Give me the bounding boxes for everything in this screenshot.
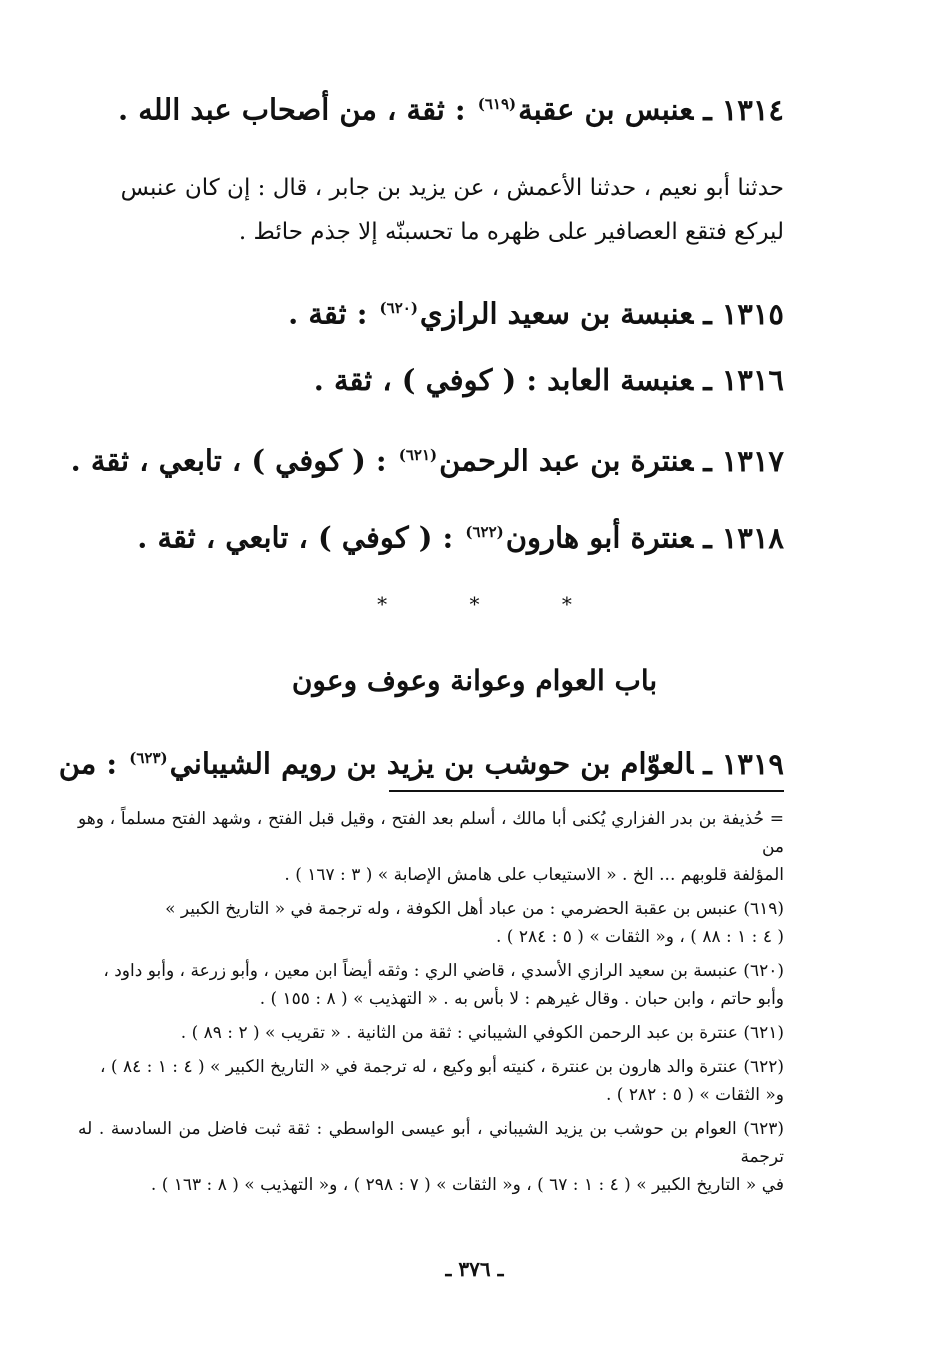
footnote-620 [78,957,784,1013]
entry-1315 [60,288,784,334]
paragraph-line: حدثنا أبو نعيم ، حدثنا الأعمش ، عن يزيد بن جابر ، قال : إن كان عنبس [120,175,784,201]
entry-separator: ـ [703,296,712,331]
entry-name: عنبس بن عقبة [518,92,694,127]
footnote-623 [78,1115,784,1199]
entry-number: ١٣١٥ [721,296,784,331]
footnote-619 [78,895,784,951]
footnote-ref: (٦٢٣) [129,749,168,767]
footnote-continued [78,805,784,889]
entry-number: ١٣١٩ [721,746,784,781]
footnote-line: المؤلفة قلوبهم ... الخ . « الاستيعاب على هامش الإصابة » ( ٣ : ١٦٧ ) . [284,865,784,885]
entry-number: ١٣١٨ [721,520,784,555]
footnote-line: (٦٢٣) العوام بن حوشب بن يزيد الشيباني ، أبو عيسى الواسطي : ثقة ثبت فاضل من السادسة . له ترجمة [78,1119,784,1167]
footnote-ref: (٦٢١) [398,446,438,464]
footnote-line: ( ٤ : ١ : ٨٨ ) ، و« الثقات » ( ٥ : ٢٨٤ ) . [495,927,784,947]
footnote-rule [389,790,784,792]
entry-separator: ـ [703,363,712,397]
entry-name: عنبسة بن سعيد الرازي [419,296,694,331]
footnote-line: (٦١٩) عنبس بن عقبة الحضرمي : من عباد أهل الكوفة ، وله ترجمة في « التاريخ الكبير » [165,899,784,919]
footnotes [78,805,784,1205]
entry-desc: : من [58,746,118,781]
entry-desc: : ( كوفي ) ، تابعي ، ثقة . [70,443,387,478]
entry-1316 [60,360,784,400]
section-divider-stars: * * * [377,592,610,616]
footnote-line: (٦٢٠) عنبسة بن سعيد الرازي الأسدي ، قاضي الري : وثقه أيضاً ابن معين ، وأبو زرعة ، وأبو داود ، [103,961,784,981]
entry-name: العوّام بن حوشب بن يزيد بن رويم الشيباني [169,746,694,781]
entry-name: عنبسة العابد [547,363,694,397]
entry-desc: : ( كوفي ) ، تابعي ، ثقة . [137,520,454,555]
entry-1318 [60,512,784,558]
entry-separator: ـ [703,443,712,478]
footnote-line: = حُذيفة بن بدر الفزاري يُكنى أبا مالك ، أسلم بعد الفتح ، وقيل قبل الفتح ، وشهد الفتح مسلماً ، وهو من [78,809,784,857]
entry-name: عنترة بن عبد الرحمن [439,443,694,478]
entry-separator: ـ [703,520,712,555]
footnote-line: (٦٢١) عنترة بن عبد الرحمن الكوفي الشيباني : ثقة من الثانية . « تقريب » ( ٢ : ٨٩ ) . [180,1023,784,1043]
footnote-622 [78,1053,784,1109]
entry-number: ١٣١٤ [721,92,784,127]
narration-paragraph [75,166,784,254]
footnote-ref: (٦٢٠) [379,299,418,317]
entry-desc: : ( كوفي ) ، ثقة . [313,363,538,397]
entry-1319 [60,738,784,784]
footnote-line: (٦٢٢) عنترة والد هارون بن عنترة ، كنيته أبو وكيع ، له ترجمة في « التاريخ الكبير » ( ٤ : ١ : ٨٤ ) ، [100,1057,784,1077]
page-number: ـ ٣٧٦ ـ [445,1257,504,1281]
paragraph-line: ليركع فتقع العصافير على ظهره ما تحسبنّه إلا جذم حائط . [238,219,784,245]
entry-1317 [60,435,784,481]
entry-desc: : ثقة ، من أصحاب عبد الله . [118,92,466,127]
entry-separator: ـ [703,92,712,127]
footnote-line: وأبو حاتم ، وابن حبان . وقال غيرهم : لا بأس به . « التهذيب » ( ٨ : ١٥٥ ) . [259,989,784,1009]
footnote-ref: (٦١٩) [477,95,517,113]
footnote-ref: (٦٢٢) [465,523,504,541]
entry-separator: ـ [703,746,712,781]
footnote-621 [78,1019,784,1047]
entry-number: ١٣١٧ [721,443,784,478]
entry-name: عنترة أبو هارون [505,520,694,555]
section-title: باب العوام وعوانة وعوف وعون [291,664,658,697]
footnote-line: في « التاريخ الكبير » ( ٤ : ١ : ٦٧ ) ، و« الثقات » ( ٧ : ٢٩٨ ) ، و« التهذيب » ( ٨ : ١٦٣ ) . [150,1175,784,1195]
footnote-line: و« الثقات » ( ٥ : ٢٨٢ ) . [605,1085,784,1105]
entry-desc: : ثقة . [288,296,368,331]
entry-1314 [60,84,784,130]
entry-number: ١٣١٦ [721,363,784,397]
